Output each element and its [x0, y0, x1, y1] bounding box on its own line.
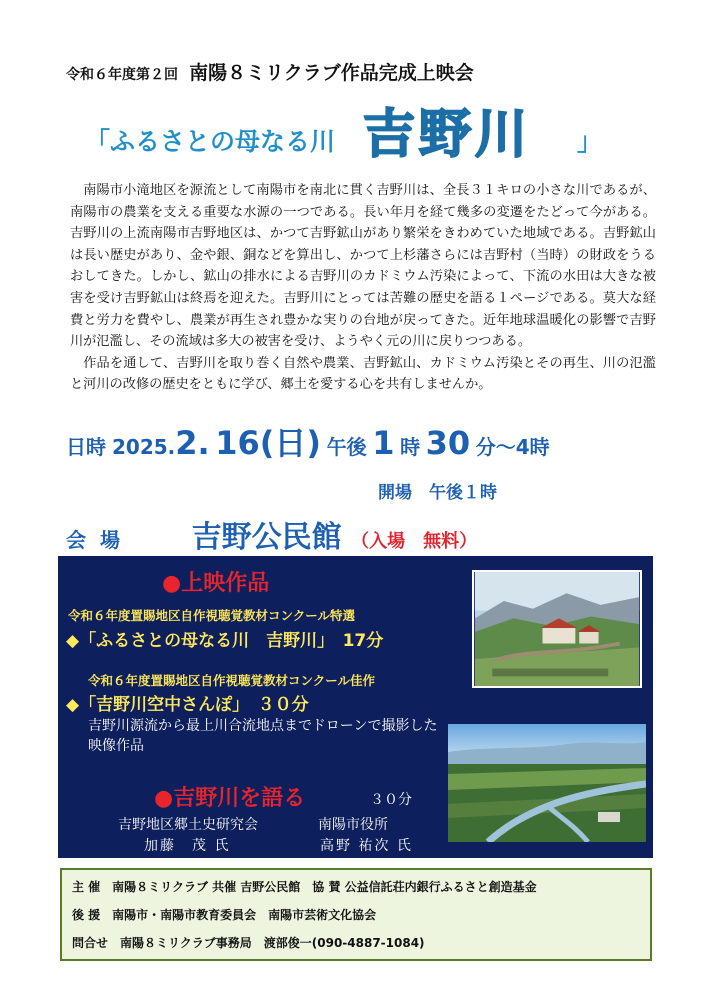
footer-row-organizers: 主 催 南陽８ミリクラブ 共催 吉野公民館 協 賛 公益信託荘内銀行ふるさと創造基金 — [72, 880, 537, 894]
speaker2-org: 南陽市役所 — [318, 817, 388, 833]
header-prefix: 令和６年度第２回 — [66, 67, 178, 83]
schedule-start-hour: 1 — [372, 424, 395, 462]
schedule-label: 日時 — [66, 435, 106, 459]
schedule-month: 2. — [175, 424, 210, 462]
title-close-quote: 」 — [577, 127, 603, 156]
schedule-year: 2025. — [112, 435, 176, 459]
organizer-footer — [60, 868, 652, 961]
venue-name: 吉野公民館 — [191, 520, 342, 555]
speaker1-name: 加藤 茂 氏 — [144, 838, 231, 854]
header-event: 南陽８ミリクラブ作品完成上映会 — [189, 62, 474, 84]
intro-text — [70, 180, 656, 396]
program-panel — [58, 556, 653, 858]
work2-description: 吉野川源流から最上川合流地点までドローンで撮影した映像作品 — [88, 718, 438, 754]
works-heading: ●上映作品 — [162, 571, 270, 596]
work1-award: 令和６年度置賜地区自作視聴覚教材コンクール特選 — [68, 608, 356, 623]
footer-row-contact: 問合せ 南陽８ミリクラブ事務局 渡部俊一(090-4887-1084) — [72, 936, 425, 950]
schedule-hour-unit: 時 — [400, 435, 421, 459]
schedule-line — [66, 418, 686, 464]
schedule-end: 分～4時 — [475, 435, 550, 459]
river-aerial-photo — [448, 724, 646, 842]
work2-award: 令和６年度置賜地区自作視聴覚教材コンクール佳作 — [88, 673, 376, 688]
talk-duration: ３０分 — [370, 792, 412, 808]
work2-title: ◆「吉野川空中さんぽ」 ３０分 — [66, 695, 309, 715]
footer-row-supporters: 後 援 南陽市・南陽市教育委員会 南陽市芸術文化協会 — [72, 908, 377, 922]
schedule-weekday: (日) — [259, 424, 322, 462]
venue-line — [66, 512, 477, 556]
speaker1-org: 吉野地区郷土史研究会 — [118, 817, 258, 833]
schedule-start-min: 30 — [425, 424, 471, 462]
intro-paragraph-1: 南陽市小滝地区を源流として南陽市を南北に貫く吉野川は、全長３１キロの小さな川であるが、南陽市の農業を支える重要な水源の一つである。長い年月を経て幾多の変遷をたどって今がある。吉野川の上流南陽市吉野地区は、かつて吉野鉱山があり繁栄をきわめていた地域である。吉野鉱山は長い歴史があり、金や銀、銅などを算出し、かつて上杉藩さらには吉野村（当時）の財政をうるおしてきた。しかし、鉱山の排水による吉野川のカドミウム汚染によって、下流の水田は大きな被害を受け吉野鉱山は終焉を迎えた。吉野川にとっては苦難の歴史を語る１ページである。莫大な経費と労力を費やし、農業が再生され豊かな実りの台地が戻ってきた。近年地球温暖化の影響で吉野川が氾濫し、その流域は多大の被害を受け、ようやく元の川に戻りつつある。 — [70, 183, 656, 350]
schedule-day: 16 — [215, 424, 260, 462]
speaker2-name: 高野 祐次 氏 — [320, 838, 413, 854]
schedule-pm: 午後 — [326, 435, 367, 459]
opening-time: 開場 午後１時 — [378, 483, 497, 503]
intro-paragraph-2: 作品を通して、吉野川を取り巻く自然や農業、吉野鉱山、カドミウム汚染とその再生、川の氾濫と河川の改修の歴史をともに学び、郷土を愛する心を共有しませんか。 — [70, 355, 656, 393]
work1-title: ◆「ふるさとの母なる川 吉野川」 17分 — [66, 631, 384, 651]
venue-note: （入場 無料） — [351, 531, 478, 552]
venue-label: 会場 — [66, 528, 134, 552]
mine-painting-image — [472, 570, 642, 688]
title-sub: 「ふるさとの母なる川 — [85, 127, 336, 156]
title-main: 吉野川 — [363, 105, 532, 165]
event-header — [66, 58, 646, 85]
page-title — [85, 92, 645, 170]
talk-heading: ●吉野川を語る — [154, 786, 306, 811]
